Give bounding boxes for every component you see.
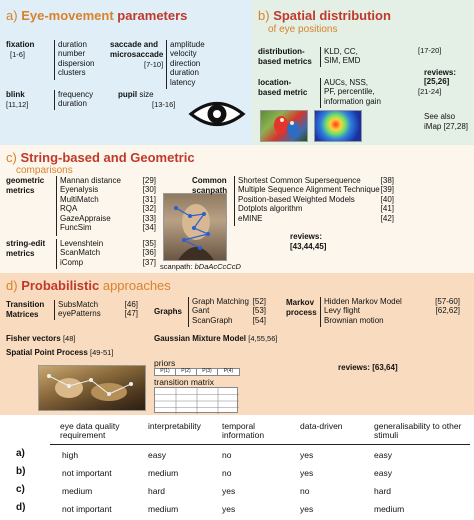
common-item: Position-based Weighted Models [40] [238,194,394,204]
fixation-item: duration [58,40,87,49]
reviews-ref-c: [43,44,45] [290,242,327,251]
graphs-items [192,297,266,325]
priors-table [154,368,240,376]
geometric-item: Eyenalysis [30] [60,185,156,195]
panel-d-title-bold: Probabilistic [21,278,100,293]
blink-item: frequency [58,90,94,99]
distribution-item: SIM, EMD [324,56,361,66]
saccade-item: direction [170,58,201,68]
markov-label: Markov [286,298,315,307]
panel-d-label: d) [6,278,18,293]
fixation-bracket [54,40,55,80]
reviews-ref-d: [63,64] [372,363,398,372]
imap-text: iMap [27,28] [424,122,469,131]
parrot-image [260,110,308,142]
location-items [324,78,381,106]
comparison-table: eye data quality requirement interpretability temporal information data-driven generalisability to other stimuli a) high easy no yes easy b) not important medium no yes easy c) medium hard yes no hard d) not important medium yes yes medium [0,418,474,520]
spp-row [6,348,113,358]
blink-ref: [11,12] [6,100,29,109]
markov-item: Hidden Markov Model [57-60] [324,297,460,306]
pupil-label-bold: pupil [118,90,138,99]
scanpath-overlay-icon [164,194,227,261]
geometric-label-2: metrics [6,186,35,195]
graphs-item: Gant [53] [192,306,266,316]
geometric-items [60,176,156,233]
panel-probabilistic [0,273,474,415]
pupil-label-rest: size [139,90,154,99]
gmm-label: Gaussian Mixture Model [154,334,247,343]
parrot-heatmap-image [314,110,362,142]
panel-c-subtitle: comparisons [16,165,73,176]
string-edit-item: ScanMatch [36] [60,248,156,258]
transition-item: eyePatterns [47] [58,309,138,319]
eye-icon [188,97,246,131]
location-label: location- [258,78,292,87]
graphs-label: Graphs [154,307,183,316]
fixation-items [58,40,94,78]
fixation-item: dispersion [58,58,95,68]
markov-items [324,297,460,325]
fisher-ref: [48] [62,334,76,343]
transition-matrix-label: transition matrix [154,377,214,387]
panel-string-geometric [0,145,474,273]
markov-item: Brownian motion [324,315,384,325]
priors-cell: P(1) [155,369,176,375]
priors-cell: P(4) [223,368,234,374]
graphs-item: ScanGraph [54] [192,315,266,325]
panel-eye-movement-parameters [0,0,252,145]
saccade-items [170,40,205,87]
graphs-item: Graph Matching [52] [192,297,266,306]
transition-bracket [54,300,55,320]
microsaccade-label: microsaccade [110,50,164,59]
scanpath-label: scanpath [192,186,228,195]
common-label: Common [192,176,227,185]
reviews-row-d [338,363,398,372]
fixation-ref: [1-6] [10,50,26,59]
saccade-ref: [7-10] [144,60,164,69]
saccade-bracket [166,40,167,89]
parrot-shape-icon [261,111,308,142]
priors-label: priors [154,358,176,368]
fixation-item: number [58,49,86,59]
blink-label: blink [6,90,25,99]
geometric-item: GazeAppraise [33] [60,213,156,223]
painting-image [38,365,146,411]
saccade-item: latency [170,77,196,87]
col-header-data-driven: data-driven [300,421,343,431]
portrait-scanpath-image [163,193,227,261]
panel-a-title-bold: parameters [117,8,188,23]
spp-label: Spatial Point Process [6,348,88,357]
distribution-bracket [320,47,321,67]
common-items [238,176,394,223]
distribution-label: distribution- [258,47,305,56]
pupil-ref: [13-16] [152,100,176,109]
string-edit-items [60,239,156,267]
panel-b-subtitle: of eye positions [268,24,338,35]
common-bracket [234,176,235,226]
col-header-interpretability: interpretability [148,421,201,431]
blink-item: duration [58,99,87,109]
panel-b-title [258,9,391,23]
saccade-label: saccade and [110,40,159,49]
transition-item: SubsMatch [46] [58,300,138,309]
panel-c-label: c) [6,150,17,165]
reviews-label-c: reviews: [290,232,323,241]
panel-a-label: a) [6,8,18,23]
panel-a-title-text: Eye-movement [21,8,114,23]
fixation-label: fixation [6,40,35,49]
string-edit-item: iComp [37] [60,257,156,267]
transition-label: Transition [6,300,45,309]
location-item: information gain [324,96,381,106]
string-edit-label: string-edit [6,239,46,248]
distribution-items [324,47,360,66]
transition-items [58,300,138,319]
distribution-item: KLD, CC, [324,47,358,56]
string-edit-label-2: metrics [6,249,35,258]
saccade-item: velocity [170,49,197,59]
geometric-item: RQA [32] [60,204,156,214]
scanpath-caption [160,263,241,272]
graphs-bracket [188,297,189,327]
distribution-ref: [17-20] [418,46,442,55]
transition-matrix-grid [154,387,238,413]
col-header-quality: eye data quality requirement [60,421,120,441]
fixation-item: clusters [58,68,86,78]
priors-cell: P(2) [176,369,197,375]
location-item: PF, percentile, [324,87,375,97]
matrix-grid-icon [155,388,239,414]
col-header-generalisability: generalisability to other stimuli [374,421,462,441]
panel-b-label: b) [258,8,270,23]
string-edit-bracket [56,239,57,269]
markov-bracket [320,297,321,327]
geometric-bracket [56,176,57,236]
gmm-ref: [4,55,56] [248,334,278,343]
reviews-label-d: reviews: [338,363,371,372]
blink-items [58,90,93,109]
blink-bracket [54,90,55,110]
process-label: process [286,308,317,317]
fisher-row [6,334,75,344]
table-header-rule [50,444,470,445]
saccade-item: amplitude [170,40,205,49]
reviews-label-b: reviews: [424,68,457,77]
panel-d-title-rest: approaches [102,278,171,293]
panel-d-title [6,279,171,293]
panel-c-title-bold: String-based and Geometric [20,150,195,165]
location-ref: [21-24] [418,87,442,96]
panel-a-title [6,9,187,23]
col-header-temporal: temporal information [222,421,265,441]
scanpath-sequence: bDaAcCcCcD [194,262,241,271]
spp-ref: [49-51] [90,348,114,357]
fisher-label: Fisher vectors [6,334,61,343]
geometric-item: MultiMatch [31] [60,194,156,204]
distribution-label-2: based metrics [258,57,312,66]
gmm-row [154,334,277,344]
location-item: AUCs, NSS, [324,78,369,87]
common-item: eMINE [42] [238,213,394,223]
geometric-item: FuncSim [34] [60,223,156,233]
location-bracket [320,78,321,108]
matrices-label: Matrices [6,310,39,319]
pupil-label [118,90,154,99]
common-item: Shortest Common Supersequence [38] [238,176,394,185]
string-edit-item: Levenshtein [35] [60,239,156,248]
see-also-text: See also [424,112,456,121]
scanpath-caption-label: scanpath: [160,262,193,271]
geometric-item: Mannan distance [29] [60,176,156,185]
markov-item: Levy flight [62,62] [324,306,460,316]
common-item: Dotplots algorithm [41] [238,204,394,214]
saccade-item: duration [170,68,199,78]
priors-cell: P(3) [197,369,218,375]
location-label-2: based metric [258,88,308,97]
panel-spatial-distribution [252,0,474,145]
panel-c-title [6,151,195,165]
reviews-ref-b: [25,26] [424,77,450,86]
painting-scanpath-icon [39,366,146,411]
common-item: Multiple Sequence Alignment Technique [39] [238,185,394,195]
geometric-label: geometric [6,176,45,185]
panel-b-title-bold: Spatial distribution [273,8,391,23]
